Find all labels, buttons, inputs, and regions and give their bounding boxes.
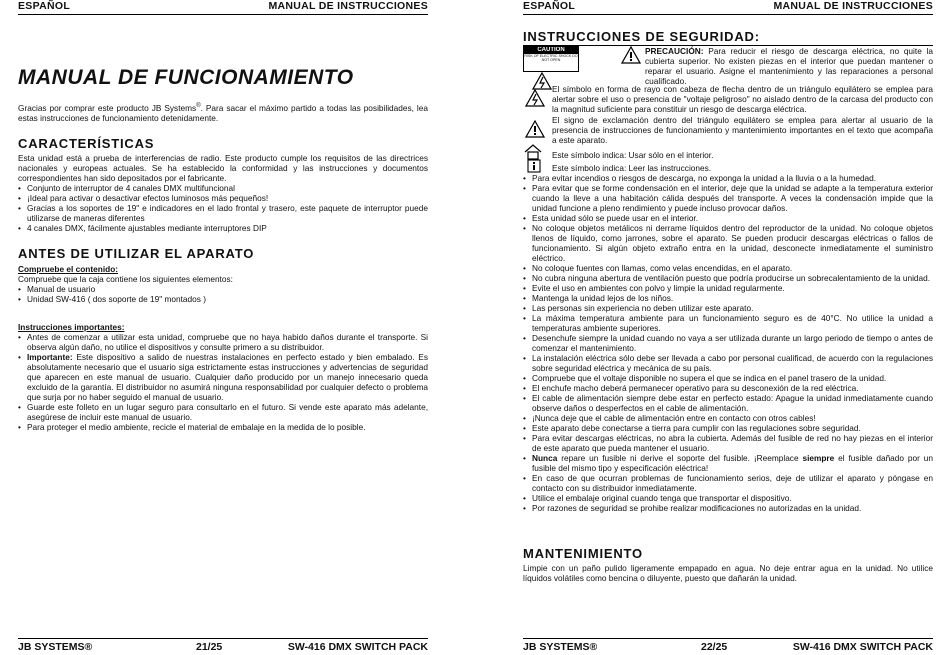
intro-block [18,101,428,123]
precaution-block [645,46,933,86]
lightning-text: El símbolo en forma de rayo con cabeza de flecha dentro de un triángulo equilátero se emplea para alertar sobre el uso o presencia de "voltaje peligroso" no aislado dentro de la carcasa del producto con la magnitud suficiente para constituir un riesgo de descarga eléctrica. [552,84,933,114]
list-item: • Este aparato debe conectarse a tierra para cumplir con las regulaciones sobre seguridad. [523,423,933,433]
indoor-symbol-text: Este símbolo indica: Usar sólo en el interior. [552,150,714,160]
list-item: • Desenchufe siempre la unidad cuando no vaya a ser utilizada durante un largo periodo de tiempo o antes de comenzar el mantenimiento. [523,333,933,353]
footer-model: SW-416 DMX SWITCH PACK [792,641,933,653]
header-language: ESPAÑOL [18,0,71,12]
list-item: • Manual de usuario [18,284,428,294]
list-item: • No coloque fuentes con llamas, como velas encendidas, en el aparato. [523,263,933,273]
list-item: • No cubra ninguna abertura de ventilación puesto que podría producirse un sobrecalentamiento de la unidad. [523,273,933,283]
list-item: • ¡Nunca deje que el cable de alimentación entre en contacto con otros cables! [523,413,933,423]
caution-exclamation-icon [621,46,641,64]
intro-paragraph [18,101,428,123]
safety-list [523,173,933,513]
list-item: • Para proteger el medio ambiente, recicle el material de embalaje en la medida de lo posible. [18,422,428,432]
list-item: • Mantenga la unidad lejos de los niños. [523,293,933,303]
list-item: • La instalación eléctrica sólo debe ser llevada a cabo por personal cualificad, de acuerdo con la regulaciones sobre seguridad eléctrica y mecánica de su país. [523,353,933,373]
list-item: • Gracias a los soportes de 19" e indicadores en el lado frontal y trasero, este paquete de interruptor puede utilizarse de maneras diferentes [18,203,428,223]
list-item: • No coloque objetos metálicos ni derrame líquidos dentro del reproductor de la unidad. No coloque objetos llenos de líquido, como jarrones, sobre el aparato. Se pueden producir descargas eléctricas o fallos de funcionamiento. Si algún objeto extraño entra en la unidad, desconecte inmediatamente el suministro eléctrico. [523,223,933,263]
fuse-text-1: repare un fusible ni derive el soporte del fusible. ¡Reemplace [557,453,803,463]
list-item: • Por razones de seguridad se prohibe realizar modificaciones no autorizadas en la unidad. [523,503,933,513]
fuse-always: siempre [802,453,835,463]
list-item: • Las personas sin experiencia no deben utilizar este aparato. [523,303,933,313]
registered-mark: ® [196,103,201,109]
important-label: Importante: [27,352,73,362]
list-item: • Evite el uso en ambientes con polvo y limpie la unidad regularmente. [523,283,933,293]
header-title: MANUAL DE INSTRUCCIONES [268,0,428,12]
list-item: • Utilice el embalaje original cuando tenga que transportar el dispositivo. [523,493,933,503]
list-item: • Para evitar incendios o riesgos de descarga, no exponga la unidad a la lluvia o a la humedad. [523,173,933,183]
precaution-paragraph [645,46,933,86]
list-item: • ¡Ideal para activar o desactivar efectos luminosos más pequeños! [18,193,428,203]
read-symbol-text: Este símbolo indica: Leer las instrucciones. [552,163,712,173]
maintenance-heading: MANTENIMIENTO [523,546,643,561]
lightning-triangle-icon [525,89,545,107]
footer-page-number: 21/25 [196,641,223,653]
caution-lightning-icon [532,72,552,90]
contents-title: Compruebe el contenido: [18,264,119,274]
precaution-text: Para reducir el riesgo de descarga eléctrica, no quite la cubierta superior. No existen piezas en el interior que puedan mantener o reparar el usuario. Asigne el mantenimiento y las reparaciones a personal cualificado. [645,46,933,86]
list-item: • Para evitar que se forme condensación en el interior, deje que la unidad se adapte a la temperatura exterior cuando la lleve a una habitación cálida después del transporte. A veces la condensación impide que la unidad funcione a pleno rendimiento y puede incluso provocar daños. [523,183,933,213]
list-item: • Guarde este folleto en un lugar seguro para consultarlo en el futuro. Si vende este aparato más adelante, asegúrese de incluir este manual de usuario. [18,402,428,422]
page-footer [18,638,428,655]
exclamation-triangle-icon [525,120,545,138]
features-section [18,136,428,233]
read-instructions-icon [524,159,542,173]
list-item: • Conjunto de interruptor de 4 canales DMX multifuncional [18,183,428,193]
list-item [523,453,933,473]
list-item: • Para evitar descargas eléctricas, no abra la cubierta. Además del fusible de red no hay piezas en el interior de este aparato que pueda mantener el usuario. [523,433,933,453]
list-item: • Antes de comenzar a utilizar esta unidad, compruebe que no haya habido daños durante el transporte. Si observa algún daño, no utilice el dispositivos y consulte primero a su distribuidor. [18,332,428,352]
list-item: • La máxima temperatura ambiente para un funcionamiento seguro es de 40°C. No utilice la unidad a temperaturas ambiente superiores. [523,313,933,333]
page-header [18,0,428,15]
header-language: ESPAÑOL [523,0,576,12]
before-use-heading: ANTES DE UTILIZAR EL APARATO [18,246,255,261]
features-text: Esta unidad está a prueba de interferencias de radio. Este producto cumple los requisitos de las directrices nacionales y europeas actuales. Se ha establecido la conformidad y las instrucciones y documentos correspondientes han sido depositados por el fabricante. [18,153,428,183]
manual-title: MANUAL DE FUNCIONAMIENTO [18,66,354,89]
list-item: • El enchufe macho deberá permanecer operativo para su desconexión de la red eléctrica. [523,383,933,393]
list-item: • Unidad SW-416 ( dos soporte de 19" montados ) [18,294,428,304]
features-list [18,183,428,233]
important-text: Este dispositivo a salido de nuestras instalaciones en perfecto estado y bien embalado. Es absolutamente necesario que el usuario siga estrictamente estas instrucciones y advertencias de seguridad que aparecen en este manual de usuario. Cualquier daño producido por un manejo innecesario queda excluido de la garantía. El distribuidor no asumirá ninguna responsabilidad por cualquier defecto o problema que surja por no haber seguido el manual de usuario. [27,352,428,402]
footer-model: SW-416 DMX SWITCH PACK [287,641,428,653]
before-use-section [18,246,428,304]
important-section [18,322,428,432]
list-item [18,352,428,402]
left-page [18,0,428,654]
list-item: • Esta unidad sólo se puede usar en el interior. [523,213,933,223]
intro-text-a: Gracias por comprar este producto JB Systems [18,102,197,113]
fuse-never: Nunca [532,453,558,463]
list-item: • Compruebe que el voltaje disponible no supera el que se indica en el panel trasero de la unidad. [523,373,933,383]
safety-list-block [523,173,933,513]
footer-brand: JB SYSTEMS® [523,641,598,653]
page-footer [523,638,933,655]
list-item: • En caso de que ocurran problemas de funcionamiento serios, deje de utilizar el aparato y póngase en contacto con su distribuidor inmediatamente. [523,473,933,493]
list-item: • 4 canales DMX, fácilmente ajustables mediante interruptores DIP [18,223,428,233]
footer-page-number: 22/25 [701,641,728,653]
footer-brand: JB SYSTEMS® [18,641,93,653]
header-title: MANUAL DE INSTRUCCIONES [773,0,933,12]
indoor-house-icon [524,144,542,160]
safety-heading: INSTRUCCIONES DE SEGURIDAD: [523,29,933,46]
important-title: Instrucciones importantes: [18,322,125,332]
fuse-text-2: el fusible dañado por un fusible del mismo tipo y especificación eléctrica! [532,453,933,473]
features-heading: CARACTERÍSTICAS [18,136,155,151]
contents-list [18,284,428,304]
caution-title: CAUTION [524,47,578,54]
contents-text: Compruebe que la caja contiene los siguientes elementos: [18,274,233,284]
maintenance-section [523,546,933,583]
intro-text-b: . Para sacar el máximo partido a todas las posibilidades, lea estas instrucciones de funcionamiento detenidamente. [18,102,428,123]
maintenance-text: Limpie con un paño pulido ligeramente empapado en agua. No deje entrar agua en la unidad. No utilice líquidos volátiles como bencina o diluyente, puesto que dañarán la unidad. [523,563,933,583]
caution-label [523,46,579,72]
right-page [523,0,933,654]
exclamation-text: El signo de exclamación dentro del triángulo equilátero se emplea para alertar al usuario de la presencia de instrucciones de funcionamiento y mantenimiento importantes en el texto que acompaña a este aparato. [552,115,933,145]
important-list [18,332,428,432]
list-item: • El cable de alimentación siempre debe estar en perfecto estado: Apague la unidad inmediatamente cuando observe daños o desperfectos en el cable de alimentación. [523,393,933,413]
caution-small-text: RISK OF ELECTRIC SHOCK DO NOT OPEN [524,54,578,63]
precaution-label: PRECAUCIÓN: [645,46,704,56]
page-header [523,0,933,15]
